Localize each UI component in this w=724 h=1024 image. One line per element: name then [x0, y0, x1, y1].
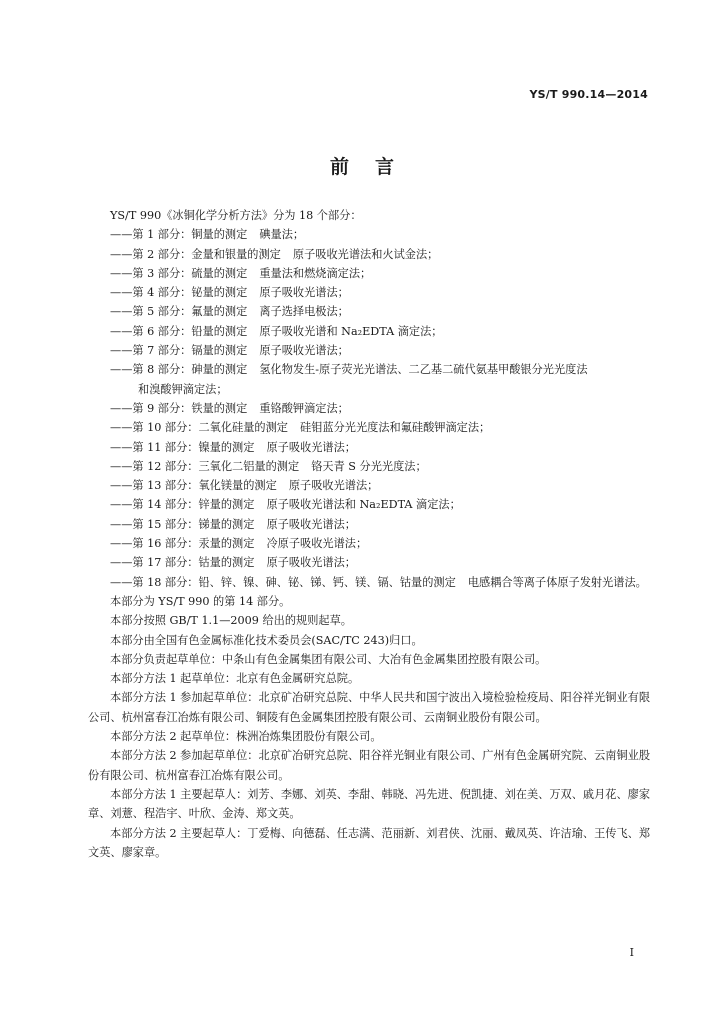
- parts-list: [88, 225, 660, 592]
- part-name: 汞量的测定: [198, 537, 255, 551]
- part-name: 铁量的测定: [191, 401, 248, 415]
- part-name: 锌量的测定: [198, 498, 255, 512]
- part-prefix: ——第 14 部分：: [110, 498, 199, 512]
- part-prefix: ——第 7 部分：: [110, 344, 192, 358]
- paragraph: 本部分方法 2 参加起草单位：北京矿冶研究总院、阳谷祥光铜业有限公司、广州有色金属研究院、云南铜业股份有限公司、杭州富春江冶炼有限公司。: [88, 749, 651, 782]
- part-method: 重铬酸钾滴定法；: [259, 401, 349, 415]
- part-item: [88, 264, 660, 283]
- part-name: 镍量的测定: [198, 440, 255, 454]
- part-prefix: ——第 13 部分：: [110, 479, 199, 493]
- part-method: 原子吸收光谱法；: [266, 440, 356, 454]
- part-item: [88, 225, 660, 244]
- part-prefix: ——第 10 部分：: [110, 421, 199, 435]
- paragraph: 本部分由全国有色金属标准化技术委员会(SAC/TC 243)归口。: [110, 633, 423, 647]
- standard-code: YS/T 990.14—2014: [529, 88, 648, 101]
- part-prefix: ——第 9 部分：: [110, 401, 192, 415]
- part-method: 离子选择电极法；: [259, 305, 349, 319]
- part-method: 冷原子吸收光谱法；: [266, 537, 368, 551]
- part-name: 氧化镁量的测定: [198, 479, 277, 493]
- part-name: 铅、锌、镍、砷、铋、锑、钙、镁、镉、钴量的测定: [198, 575, 456, 589]
- page-title: 前言: [329, 156, 420, 178]
- part-prefix: ——第 6 部分：: [110, 324, 192, 338]
- part-item: [88, 399, 660, 418]
- part-method: 碘量法；: [259, 228, 305, 242]
- part-item: [88, 534, 660, 553]
- part-item: [88, 495, 660, 514]
- part-prefix: ——第 4 部分：: [110, 286, 192, 300]
- page-number: I: [629, 946, 634, 959]
- part-item: [88, 360, 660, 379]
- part-prefix: ——第 5 部分：: [110, 305, 192, 319]
- part-item: [88, 245, 660, 264]
- part-name: 钴量的测定: [198, 556, 255, 570]
- part-item: [88, 553, 660, 572]
- part-method: 铬天青 S 分光光度法；: [311, 459, 427, 473]
- part-prefix: ——第 1 部分：: [110, 228, 192, 242]
- part-item-continuation: 和溴酸钾滴定法；: [138, 382, 228, 396]
- part-prefix: ——第 18 部分：: [110, 575, 199, 589]
- part-method: 原子吸收光谱法和 Na₂EDTA 滴定法；: [266, 498, 461, 512]
- part-method: 原子吸收光谱法和火试金法；: [292, 247, 439, 261]
- part-name: 金量和银量的测定: [191, 247, 281, 261]
- part-prefix: ——第 3 部分：: [110, 266, 192, 280]
- part-prefix: ——第 17 部分：: [110, 556, 199, 570]
- paragraph: 本部分方法 2 起草单位：株洲冶炼集团股份有限公司。: [110, 730, 382, 744]
- part-prefix: ——第 2 部分：: [110, 247, 192, 261]
- paragraph: 本部分方法 2 主要起草人：丁爱梅、向德磊、任志满、范丽新、刘君侠、沈丽、戴凤英、许洁瑜、王传飞、郑文英、廖家章。: [88, 826, 651, 859]
- paragraph: 本部分按照 GB/T 1.1—2009 给出的规则起草。: [110, 614, 352, 628]
- part-name: 氟量的测定: [191, 305, 248, 319]
- part-method: 原子吸收光谱法；: [266, 556, 356, 570]
- paragraph: 本部分为 YS/T 990 的第 14 部分。: [110, 594, 291, 608]
- part-item: [88, 457, 660, 476]
- intro-line: YS/T 990《冰铜化学分析方法》分为 18 个部分：: [110, 209, 362, 222]
- part-method: 氢化物发生-原子荧光光谱法、二乙基二硫代氨基甲酸银分光光度法: [259, 363, 588, 377]
- part-prefix: ——第 12 部分：: [110, 459, 199, 473]
- part-method: 电感耦合等离子体原子发射光谱法。: [467, 575, 647, 589]
- part-name: 硫量的测定: [191, 266, 248, 280]
- part-method: 原子吸收光谱和 Na₂EDTA 滴定法；: [259, 324, 443, 338]
- part-method: 原子吸收光谱法；: [288, 479, 379, 493]
- part-name: 铋量的测定: [191, 286, 248, 300]
- paragraph: 本部分方法 1 主要起草人：刘芳、李娜、刘英、李甜、韩晓、冯先进、倪凯捷、刘在美、万双、戚月花、廖家章、刘薏、程浩宇、叶欣、金涛、郑文英。: [88, 787, 651, 821]
- part-item: [88, 283, 660, 302]
- part-item: [88, 573, 660, 592]
- part-item: [88, 476, 660, 495]
- part-item: [88, 341, 660, 360]
- part-prefix: ——第 8 部分：: [110, 363, 192, 377]
- part-name: 二氧化硅量的测定: [198, 421, 288, 435]
- part-prefix: ——第 15 部分：: [110, 517, 199, 531]
- part-method: 硅钼蓝分光光度法和氟硅酸钾滴定法；: [300, 421, 491, 435]
- document-body: [88, 206, 660, 862]
- part-method: 原子吸收光谱法；: [259, 344, 349, 358]
- paragraph: 本部分负责起草单位：中条山有色金属集团有限公司、大冶有色金属集团控股有限公司。: [110, 652, 547, 666]
- part-item: [88, 515, 660, 534]
- part-method: 原子吸收光谱法；: [266, 517, 356, 531]
- part-name: 砷量的测定: [191, 363, 248, 377]
- part-name: 镉量的测定: [191, 344, 248, 358]
- part-method: 原子吸收光谱法；: [259, 286, 349, 300]
- paragraph-list: [88, 592, 660, 862]
- part-name: 锑量的测定: [198, 517, 255, 531]
- part-method: 重量法和燃烧滴定法；: [259, 266, 372, 280]
- part-name: 铅量的测定: [191, 324, 248, 338]
- paragraph: 本部分方法 1 参加起草单位：北京矿冶研究总院、中华人民共和国宁波出入境检验检疫局、阳谷祥光铜业有限公司、杭州富春江冶炼有限公司、铜陵有色金属集团控股有限公司、云南铜业股份有限公司。: [88, 691, 651, 724]
- part-name: 三氧化二铝量的测定: [198, 459, 300, 473]
- paragraph: 本部分方法 1 起草单位：北京有色金属研究总院。: [110, 672, 360, 686]
- part-item: [88, 302, 660, 321]
- part-prefix: ——第 11 部分：: [110, 440, 199, 454]
- part-item: [88, 438, 660, 457]
- part-prefix: ——第 16 部分：: [110, 537, 199, 551]
- part-item: [88, 322, 660, 341]
- part-item: [88, 418, 660, 437]
- part-name: 铜量的测定: [191, 228, 248, 242]
